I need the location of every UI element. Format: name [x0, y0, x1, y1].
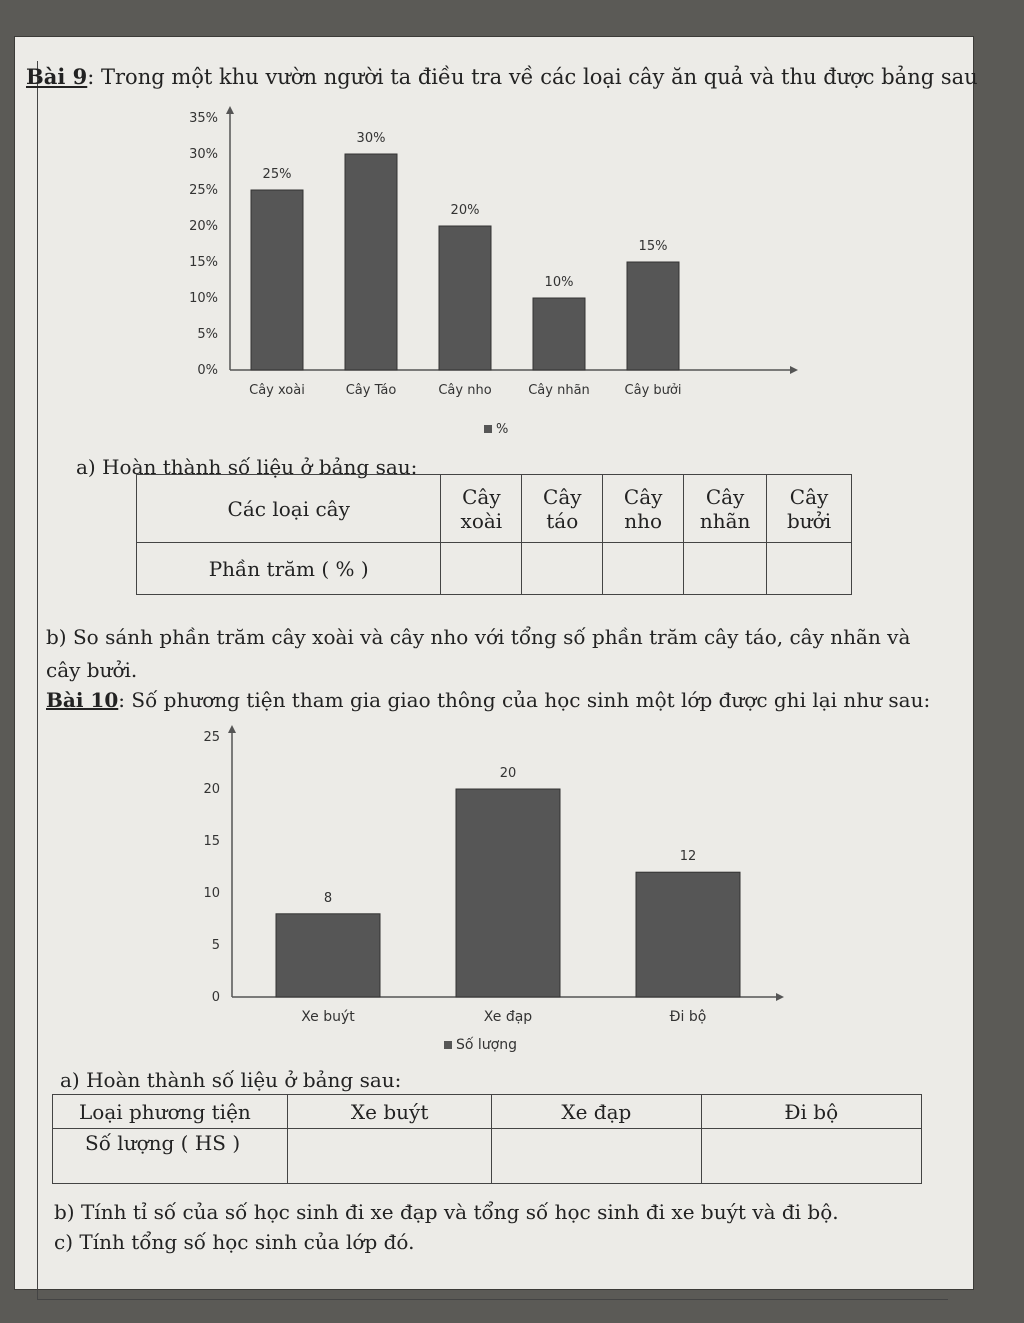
- table9-col-tao-l2: táo: [546, 508, 579, 533]
- table10-cell-xebuyt[interactable]: [288, 1129, 492, 1184]
- table9-col-xoai-l1: Cây: [462, 484, 501, 509]
- table9-cell-nho[interactable]: [603, 543, 684, 595]
- bai9-text: : Trong một khu vườn người ta điều tra về các loại cây ăn quả và thu được bảng sau: [87, 65, 978, 89]
- table9-row2-header: Phần trăm ( % ): [137, 543, 441, 595]
- chart9-category-label: Cây bưởi: [624, 383, 682, 398]
- table9-cell-buoi[interactable]: [767, 543, 852, 595]
- table-bai9: [136, 474, 852, 595]
- table9-col-nho-l2: nho: [624, 508, 663, 533]
- chart9-data-label: 10%: [544, 275, 574, 290]
- chart10-ytick-label: 0: [211, 990, 220, 1005]
- chart10-category-label: Xe buýt: [301, 1009, 355, 1025]
- chart10-y-axis-arrow: [228, 725, 236, 733]
- table9-col-tao: [522, 475, 603, 543]
- chart10-data-label: 12: [679, 849, 697, 865]
- chart9-ytick-label: 25%: [189, 183, 218, 198]
- table10-cell-xedap[interactable]: [492, 1129, 701, 1184]
- chart10-ytick-label: 25: [203, 730, 220, 745]
- table10-row1-header: Loại phương tiện: [53, 1095, 288, 1129]
- chart10-data-label: 8: [323, 890, 333, 906]
- table9-row1-header: Các loại cây: [137, 475, 441, 543]
- chart9-ytick-label: 5%: [197, 327, 218, 342]
- chart-bai9-svg: [160, 100, 820, 445]
- table9-col-nhan-l2: nhãn: [699, 508, 751, 533]
- bai10-text: : Số phương tiện tham gia giao thông của học sinh một lớp được ghi lại như sau:: [118, 688, 931, 712]
- table10-cell-dibo[interactable]: [701, 1129, 921, 1184]
- chart10-category-label: Đi bộ: [669, 1009, 707, 1025]
- q9a-prompt: a) Hoàn thành số liệu ở bảng sau:: [76, 455, 418, 479]
- chart10-legend-label: Số lượng: [456, 1037, 517, 1053]
- chart9-ytick-label: 15%: [189, 255, 218, 270]
- bai10-label: Bài 10: [46, 688, 119, 712]
- chart9-ytick-label: 30%: [189, 147, 218, 162]
- chart9-category-label: Cây nho: [438, 383, 492, 398]
- chart9-legend-label: %: [496, 422, 509, 437]
- chart10-x-axis-arrow: [776, 993, 784, 1001]
- chart10-legend-swatch: [444, 1041, 452, 1049]
- chart9-x-axis-arrow: [790, 366, 798, 374]
- table10-col-xedap: Xe đạp: [492, 1095, 701, 1129]
- chart10-ytick-label: 20: [203, 782, 220, 797]
- chart9-legend-swatch: [484, 425, 492, 433]
- q9b-line1: b) So sánh phần trăm cây xoài và cây nho với tổng số phần trăm cây táo, cây nhãn và: [46, 625, 911, 649]
- table10-col-dibo: Đi bộ: [701, 1095, 921, 1129]
- bai10-heading: [46, 688, 930, 712]
- chart9-bar: [627, 262, 679, 370]
- chart9-data-label: 20%: [450, 203, 480, 218]
- chart9-bar: [533, 298, 585, 370]
- chart9-ytick-label: 35%: [189, 111, 218, 126]
- table9-col-nho: [603, 475, 684, 543]
- table9-col-buoi: [767, 475, 852, 543]
- table9-col-xoai-l2: xoài: [460, 508, 503, 533]
- chart9-category-label: Cây Táo: [345, 383, 397, 398]
- q9b-line2: cây bưởi.: [46, 658, 138, 682]
- chart-bai10: [190, 725, 800, 1060]
- chart9-ytick-label: 0%: [197, 363, 218, 378]
- bai9-heading: [26, 64, 978, 89]
- chart9-y-axis-arrow: [226, 106, 234, 114]
- chart9-data-label: 25%: [262, 167, 292, 182]
- table9-col-nhan-l1: Cây: [705, 484, 745, 509]
- q10c: c) Tính tổng số học sinh của lớp đó.: [54, 1230, 415, 1254]
- table-bai10: [52, 1094, 922, 1184]
- bai9-label: Bài 9: [26, 64, 88, 89]
- chart10-ytick-label: 5: [211, 938, 220, 953]
- chart10-data-label: 20: [499, 766, 517, 781]
- table9-col-xoai: [441, 475, 522, 543]
- chart10-category-label: Xe đạp: [483, 1009, 533, 1025]
- chart9-data-label: 30%: [356, 131, 386, 146]
- chart10-ytick-label: 10: [203, 886, 220, 901]
- chart-bai9: [160, 100, 820, 445]
- chart9-ytick-label: 20%: [189, 219, 218, 234]
- chart9-data-label: 15%: [638, 239, 668, 254]
- chart10-bar: [636, 872, 740, 997]
- table9-col-nhan: [684, 475, 767, 543]
- chart9-ytick-label: 10%: [189, 291, 218, 306]
- table9-cell-nhan[interactable]: [684, 543, 767, 595]
- chart10-bar: [456, 789, 560, 997]
- table10-col-xebuyt: Xe buýt: [288, 1095, 492, 1129]
- chart10-ytick-label: 15: [203, 834, 220, 849]
- q10a-prompt: a) Hoàn thành số liệu ở bảng sau:: [60, 1068, 402, 1092]
- chart9-category-label: Cây xoài: [249, 383, 305, 398]
- table9-col-nho-l1: Cây: [623, 484, 663, 509]
- chart9-category-label: Cây nhãn: [528, 383, 590, 398]
- table9-col-tao-l1: Cây: [543, 484, 582, 509]
- table9-cell-xoai[interactable]: [441, 543, 522, 595]
- chart9-bar: [251, 190, 303, 370]
- chart9-bar: [439, 226, 491, 370]
- table9-col-buoi-l1: Cây: [789, 484, 829, 509]
- chart-bai10-svg: [190, 725, 800, 1060]
- table9-col-buoi-l2: bưởi: [786, 508, 832, 533]
- table10-row2-header: Số lượng ( HS ): [53, 1129, 288, 1184]
- chart10-bar: [276, 914, 380, 997]
- table9-cell-tao[interactable]: [522, 543, 603, 595]
- q10b: b) Tính tỉ số của số học sinh đi xe đạp và tổng số học sinh đi xe buýt và đi bộ.: [54, 1200, 839, 1224]
- chart9-bar: [345, 154, 397, 370]
